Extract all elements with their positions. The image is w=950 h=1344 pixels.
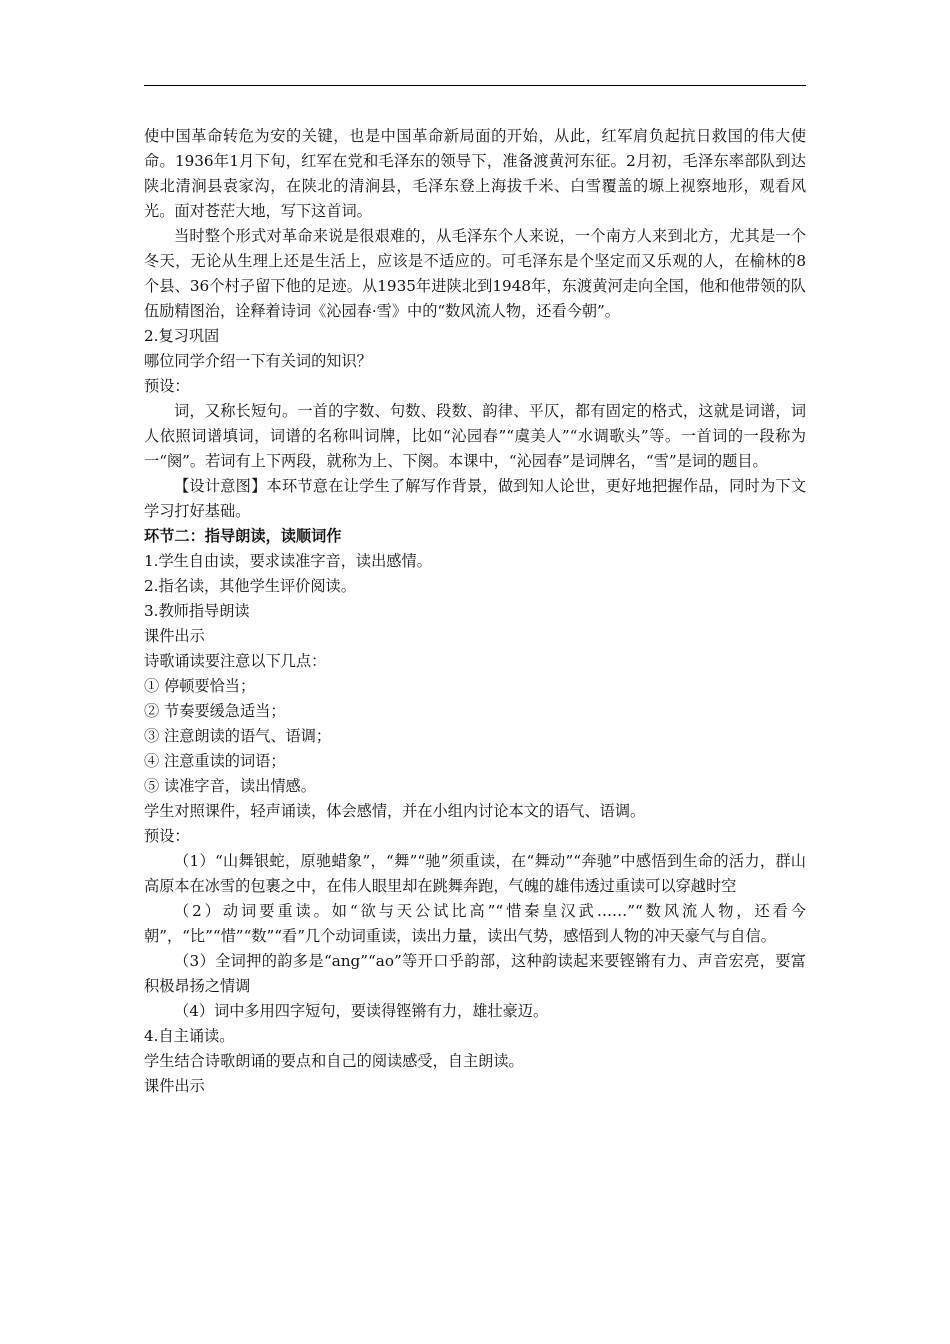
list-item: 4.自主诵读。 [144,1027,235,1045]
preset-label: 预设： [144,377,190,395]
review-question: 哪位同学介绍一下有关词的知识？ [144,352,372,370]
paragraph-ci-knowledge: 词，又称长短句。一首的字数、句数、段数、韵律、平仄，都有固定的格式，这就是词谱，词人依照词谱填词，词谱的名称叫词牌，比如“沁园春”“虞美人”“水调歌头”等。一首词的一段称为一“阕”。若词有上下两段，就称为上、下阕。本课中，“沁园春”是词牌名，“雪”是词的题目。 [144,402,806,470]
reading-point: ⑤ 读准字音，读出情感。 [144,777,316,795]
document-body [144,124,806,1099]
step-review-heading: 2.复习巩固 [144,327,220,345]
list-item: 学生结合诗歌朗诵的要点和自己的阅读感受，自主朗读。 [144,1052,524,1070]
list-item: 课件出示 [144,1077,205,1095]
preset-paragraph-4: （4）词中多用四字短句，要读得铿锵有力，雄壮豪迈。 [174,1002,549,1020]
preset-paragraph-3: （3）全词押的韵多是“ang”“ao”等开口乎韵部，这种韵读起来要铿锵有力、声音宏亮，要富积极昂扬之情调 [144,952,806,995]
list-item: 3.教师指导朗读 [144,602,250,620]
header-rule [144,85,806,86]
list-item: 诗歌诵读要注意以下几点： [144,652,327,670]
preset-paragraph-2: （2）动词要重读。如“欲与天公试比高”“惜秦皇汉武……”“数风流人物，还看今朝”，“比”“惜”“数”“看”几个动词重读，读出力量，读出气势，感悟到人物的冲天豪气与自信。 [144,902,806,945]
section-heading: 环节二：指导朗读，读顺词作 [144,527,342,545]
paragraph-background-end: 使中国革命转危为安的关键，也是中国革命新局面的开始，从此，红军肩负起抗日救国的伟大使命。1936年1月下旬，红军在党和毛泽东的领导下，准备渡黄河东征。2月初，毛泽东率部队到达陕北清涧县袁家沟，在陕北的清涧县，毛泽东登上海拔千米、白雪覆盖的塬上视察地形，观看风光。面对苍茫大地，写下这首词。 [144,127,806,220]
reading-point: ② 节奏要缓急适当； [144,702,286,720]
list-item: 学生对照课件，轻声诵读，体会感情，并在小组内讨论本文的语气、语调。 [144,802,646,820]
list-item: 1.学生自由读，要求读准字音，读出感情。 [144,552,432,570]
reading-point: ③ 注意朗读的语气、语调； [144,727,332,745]
reading-point: ① 停顿要恰当； [144,677,256,695]
reading-point: ④ 注意重读的词语； [144,752,286,770]
preset-label: 预设： [144,827,190,845]
paragraph-design-intent: 【设计意图】本环节意在让学生了解写作背景，做到知人论世，更好地把握作品，同时为下文学习打好基础。 [144,477,806,520]
preset-paragraph-1: （1）“山舞银蛇，原驰蜡象”，“舞”“驰”须重读，在“舞动”“奔驰”中感悟到生命的活力，群山高原本在冰雪的包裹之中，在伟人眼里却在跳舞奔跑，气魄的雄伟透过重读可以穿越时空 [144,852,806,895]
list-item: 2.指名读，其他学生评价阅读。 [144,577,356,595]
list-item: 课件出示 [144,627,205,645]
paragraph-context: 当时整个形式对革命来说是很艰难的，从毛泽东个人来说，一个南方人来到北方，尤其是一个冬天，无论从生理上还是生活上，应该是不适应的。可毛泽东是个坚定而又乐观的人，在榆林的8个县、36个村子留下他的足迹。从1935年进陕北到1948年，东渡黄河走向全国，他和他带领的队伍励精图治，诠释着诗词《沁园春·雪》中的“数风流人物，还看今朝”。 [144,227,806,320]
